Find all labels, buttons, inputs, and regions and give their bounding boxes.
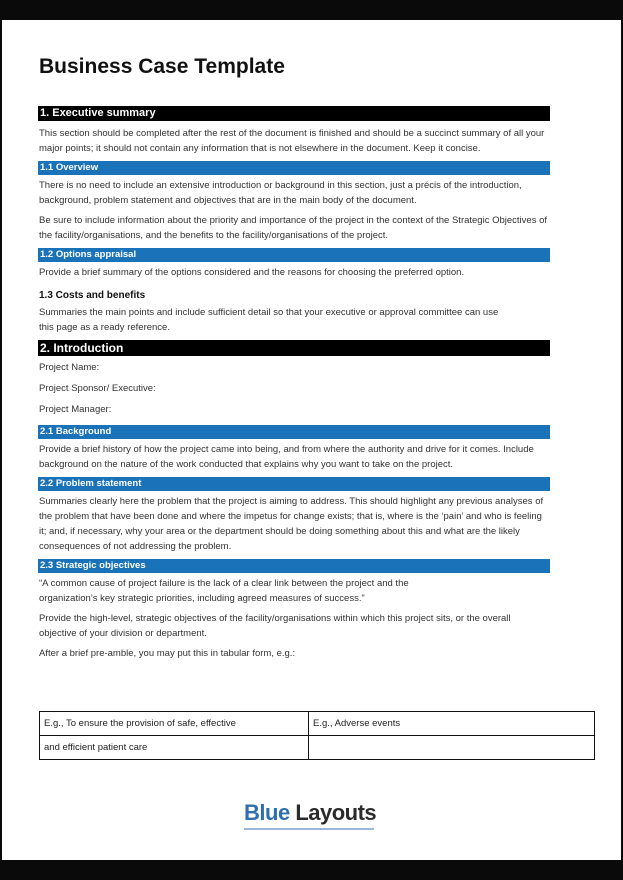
overview-paragraph-1: There is no need to include an extensive introduction or background in this section, just a précis of the introduction, background, problem statement and objectives that are in the main body of the document. xyxy=(39,180,522,206)
section-heading-executive-summary: 1. Executive summary xyxy=(38,106,550,121)
document-title: Business Case Template xyxy=(39,55,285,78)
strategic-objectives-preamble: After a brief pre-amble, you may put this in tabular form, e.g.: xyxy=(39,648,296,659)
costs-benefits-text: Summaries the main points and include sufficient detail so that your executive or approval committee can use this page as a ready reference. xyxy=(39,307,499,333)
project-sponsor-field: Project Sponsor/ Executive: xyxy=(39,383,156,394)
section-heading-problem-statement: 2.2 Problem statement xyxy=(38,477,550,491)
logo-text-blue: Blue xyxy=(244,800,290,825)
section-heading-options-appraisal: 1.2 Options appraisal xyxy=(38,248,550,262)
document-page xyxy=(38,52,550,666)
bottom-border-bar xyxy=(0,860,623,880)
left-border xyxy=(0,0,2,880)
overview-paragraph-2: Be sure to include information about the priority and importance of the project in the context of the Strategic Objectives of the facility/organisations, and the benefits to the facility/organisations of the project. xyxy=(39,215,548,241)
section-heading-costs-benefits: 1.3 Costs and benefits xyxy=(39,290,146,301)
logo-text-layouts: Layouts xyxy=(295,800,377,825)
project-name-field: Project Name: xyxy=(39,362,100,373)
table-row xyxy=(40,712,595,736)
table-cell: E.g., Adverse events xyxy=(309,712,595,736)
strategic-objectives-paragraph: Provide the high-level, strategic objectives of the facility/organisations within which this project sits, or the overall objective of your division or department. xyxy=(39,613,511,639)
project-manager-field: Project Manager: xyxy=(39,404,112,415)
section-heading-overview: 1.1 Overview xyxy=(38,161,550,175)
section-heading-introduction: 2. Introduction xyxy=(38,340,550,356)
background-text: Provide a brief history of how the project came into being, and from where the authority and drive for it comes. Include background on the nature of the work conducted that explains why you want to take on the project. xyxy=(39,444,534,470)
problem-statement-text: Summaries clearly here the problem that the project is aiming to address. This should highlight any previous analyses of the problem that have been done and where the impetus for change exists; that is, where is the ‘pain’ and who is feeling it; and, if necessary, why your area or the department should be doing something about this and what are the likely consequences of not addressing the problem. xyxy=(39,496,544,552)
section-heading-strategic-objectives: 2.3 Strategic objectives xyxy=(38,559,550,573)
strategic-objectives-quote: “A common cause of project failure is the lack of a clear link between the project and the organization’s key strategic priorities, including agreed measures of success.” xyxy=(39,578,409,604)
logo-underline xyxy=(244,828,374,830)
objectives-table xyxy=(39,711,595,760)
options-appraisal-text: Provide a brief summary of the options considered and the reasons for choosing the preferred option. xyxy=(39,267,465,278)
table-cell: and efficient patient care xyxy=(40,736,309,760)
table-cell xyxy=(309,736,595,760)
table-row xyxy=(40,736,595,760)
top-border-bar xyxy=(0,0,623,20)
executive-summary-text: This section should be completed after the rest of the document is finished and should be a succinct summary of all your major points; it should not contain any information that is not elsewhere in the document. Keep it concise. xyxy=(39,128,545,154)
table-cell: E.g., To ensure the provision of safe, effective xyxy=(40,712,309,736)
blue-layouts-logo xyxy=(244,800,379,830)
section-heading-background: 2.1 Background xyxy=(38,425,550,439)
